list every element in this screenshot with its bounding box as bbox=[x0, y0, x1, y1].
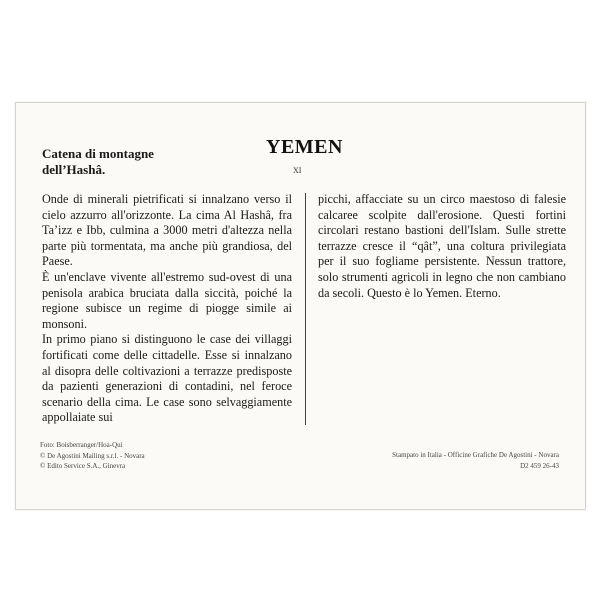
subtitle-line-2: dell’Hashâ. bbox=[42, 162, 106, 177]
printer-line: Stampato in Italia - Officine Grafiche De Agostini - Novara bbox=[392, 451, 559, 459]
subtitle-line-1: Catena di montagne bbox=[42, 146, 154, 161]
photo-credit: Foto: Boisberranger/Hoa-Qui bbox=[40, 441, 123, 449]
paragraph: picchi, affacciate su un circo maestoso di falesie calcaree scolpite dall'erosione. Questi fortini circolari restano bastioni dell'Islam. Sulle strette terrazze cresce il “qât”, una coltura privilegiata per il suo fogliame persistente. Nessun trattore, solo strumenti agricoli in legno che non cambiano da secoli. Questo è lo Yemen. Eterno. bbox=[318, 192, 566, 300]
right-text-column bbox=[318, 192, 566, 301]
plate-number: XI bbox=[293, 166, 302, 175]
paragraph: In primo piano si distinguono le case dei villaggi fortificati come delle cittadelle. Esse si innalzano al disopra delle coltivazioni a terrazze predisposte da pazienti generazioni di contadini, nel feroce scenario della cima. Le case sono selvaggiamente appollaiate sui bbox=[42, 332, 292, 425]
copyright-line: © Edito Service S.A., Ginevra bbox=[40, 462, 126, 470]
credits bbox=[40, 440, 145, 472]
left-text-column bbox=[42, 192, 292, 426]
print-info bbox=[392, 450, 559, 471]
card-title: YEMEN bbox=[266, 136, 343, 158]
location-subtitle bbox=[42, 146, 154, 178]
paragraph: Onde di minerali pietrificati si innalzano verso il cielo azzurro all'orizzonte. La cima Al Hashâ, fra Ta’izz e Ibb, culmina a 3000 metri d'altezza nella parte più tormentata, ma anche più grandiosa, del Paese. bbox=[42, 192, 292, 269]
product-code: D2 459 26-43 bbox=[520, 461, 559, 470]
column-divider bbox=[305, 193, 306, 425]
paragraph: È un'enclave vivente all'estremo sud-ovest di una penisola arabica bruciata dalla siccità, poiché la regione subisce un regime di piogge simile ai monsoni. bbox=[42, 269, 292, 331]
postcard bbox=[15, 102, 586, 510]
copyright-line: © De Agostini Mailing s.r.l. - Novara bbox=[40, 451, 145, 460]
